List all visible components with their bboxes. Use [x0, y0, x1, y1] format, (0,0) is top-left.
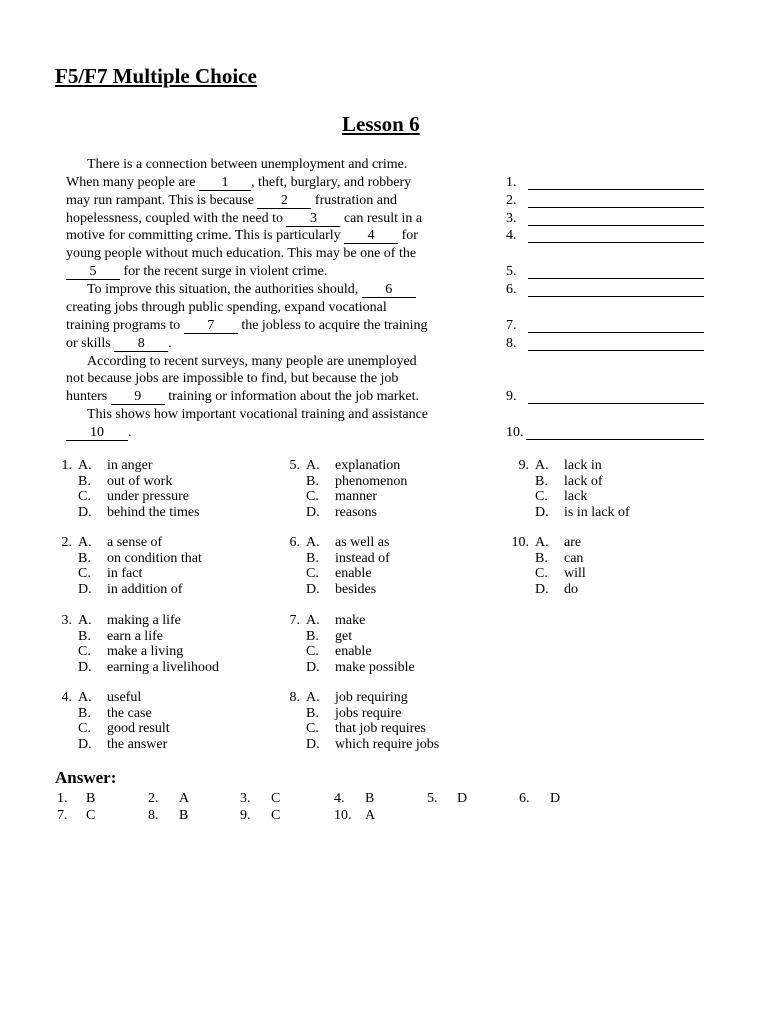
option-a[interactable]: A. job requiring	[306, 690, 408, 705]
option-d[interactable]: D. which require jobs	[306, 736, 440, 752]
passage-line: To improve this situation, the authorities should, 6	[87, 281, 416, 299]
answer-line[interactable]: 6.	[506, 281, 706, 299]
passage-line: This shows how important vocational training and assistance	[87, 407, 428, 422]
option-b[interactable]: B. earn a life	[78, 628, 163, 644]
option-b[interactable]: B. phenomenon	[306, 473, 408, 489]
option-d[interactable]: D. do	[535, 581, 578, 597]
answer-line[interactable]: 4.	[506, 227, 706, 245]
option-c[interactable]: C. enable	[306, 566, 372, 581]
passage-line: hunters 9 training or information about the job market.	[66, 389, 419, 404]
answer-heading: Answer:	[55, 768, 117, 787]
answer-line[interactable]: 1.	[506, 174, 706, 192]
answer-key-item: 5. D	[427, 791, 468, 806]
passage-line: may run rampant. This is because 2 frustration and	[66, 193, 397, 208]
blank-5: 5	[66, 265, 120, 280]
answer-line[interactable]: 3.	[506, 210, 706, 228]
passage-line: 10 .	[66, 424, 132, 442]
passage-line: There is a connection between unemployment and crime.	[87, 157, 408, 172]
passage-line: training programs to 7 the jobless to acquire the training	[66, 318, 428, 333]
option-c[interactable]: C. in fact	[78, 566, 143, 581]
blank-1: 1	[199, 176, 251, 191]
answer-key-item: 8. B	[148, 808, 189, 823]
option-d[interactable]: D. in addition of	[78, 581, 183, 597]
answer-line[interactable]: 7.	[506, 317, 706, 335]
option-d[interactable]: D. make possible	[306, 659, 415, 675]
option-c[interactable]: C. manner	[306, 489, 377, 504]
option-c[interactable]: C. enable	[306, 644, 372, 659]
answer-key-item: 7. C	[57, 808, 96, 823]
blank-3: 3	[286, 212, 340, 227]
option-d[interactable]: D. besides	[306, 581, 377, 597]
passage-line: creating jobs through public spending, expand vocational	[66, 300, 387, 315]
answer-key-item: 9. C	[240, 808, 281, 823]
answer-line[interactable]: 2.	[506, 192, 706, 210]
option-b[interactable]: B. on condition that	[78, 550, 202, 566]
passage-line: young people without much education. This may be one of the	[66, 246, 417, 261]
option-a[interactable]: A. lack in	[535, 458, 602, 473]
option-d[interactable]: D. behind the times	[78, 504, 200, 520]
option-b[interactable]: B. get	[306, 628, 353, 644]
option-b[interactable]: B. the case	[78, 705, 152, 721]
passage-line: 5 for the recent surge in violent crime.	[66, 263, 327, 281]
option-b[interactable]: B. out of work	[78, 473, 173, 489]
answer-key-item: 1. B	[57, 791, 96, 806]
blank-10: 10	[66, 426, 128, 441]
option-c[interactable]: C. under pressure	[78, 489, 190, 504]
option-b[interactable]: B. lack of	[535, 473, 603, 489]
option-b[interactable]: B. jobs require	[306, 705, 402, 721]
passage-line: When many people are 1 , theft, burglary, and robbery	[66, 175, 412, 190]
answer-key-item: 10. A	[334, 808, 376, 823]
option-a[interactable]: A. a sense of	[78, 535, 163, 550]
option-c[interactable]: C. will	[535, 566, 586, 581]
page-title: F5/F7 Multiple Choice	[55, 64, 257, 88]
option-a[interactable]: A. making a life	[78, 613, 181, 628]
option-c[interactable]: C. that job requires	[306, 721, 426, 736]
answer-key-item: 6. D	[519, 791, 561, 806]
option-a[interactable]: A. make	[306, 613, 366, 628]
passage-line: According to recent surveys, many people are unemployed	[87, 354, 417, 369]
option-d[interactable]: D. the answer	[78, 736, 168, 752]
answer-line[interactable]: 9.	[506, 388, 706, 406]
option-c[interactable]: C. good result	[78, 721, 170, 736]
option-b[interactable]: B. instead of	[306, 550, 390, 566]
answer-key-item: 3. C	[240, 791, 281, 806]
answer-line[interactable]: 8.	[506, 335, 706, 353]
option-d[interactable]: D. reasons	[306, 504, 377, 520]
option-c[interactable]: C. make a living	[78, 644, 184, 659]
option-a[interactable]: A. in anger	[78, 458, 153, 473]
answer-line[interactable]: 10.	[506, 424, 706, 442]
option-a[interactable]: A. as well as	[306, 535, 390, 550]
option-c[interactable]: C. lack	[535, 489, 588, 504]
answer-key-item: 4. B	[334, 791, 375, 806]
passage-line: not because jobs are impossible to find, but because the job	[66, 371, 399, 386]
option-d[interactable]: D. is in lack of	[535, 504, 630, 520]
option-a[interactable]: A. explanation	[306, 458, 401, 473]
blank-7: 7	[184, 319, 238, 334]
blank-8: 8	[114, 337, 168, 352]
option-a[interactable]: A. useful	[78, 690, 142, 705]
blank-2: 2	[257, 194, 311, 209]
passage-line: or skills 8 .	[66, 336, 172, 351]
answer-key-item: 2. A	[148, 791, 190, 806]
passage-line: motive for committing crime. This is particularly 4 for	[66, 228, 418, 243]
passage-line: hopelessness, coupled with the need to 3 can result in a	[66, 211, 423, 226]
option-a[interactable]: A. are	[535, 535, 582, 550]
lesson-title: Lesson 6	[342, 112, 420, 136]
answer-line[interactable]: 5.	[506, 263, 706, 281]
blank-4: 4	[344, 229, 398, 244]
blank-6: 6	[362, 283, 416, 298]
option-b[interactable]: B. can	[535, 550, 584, 566]
option-d[interactable]: D. earning a livelihood	[78, 659, 219, 675]
blank-9: 9	[111, 390, 165, 405]
